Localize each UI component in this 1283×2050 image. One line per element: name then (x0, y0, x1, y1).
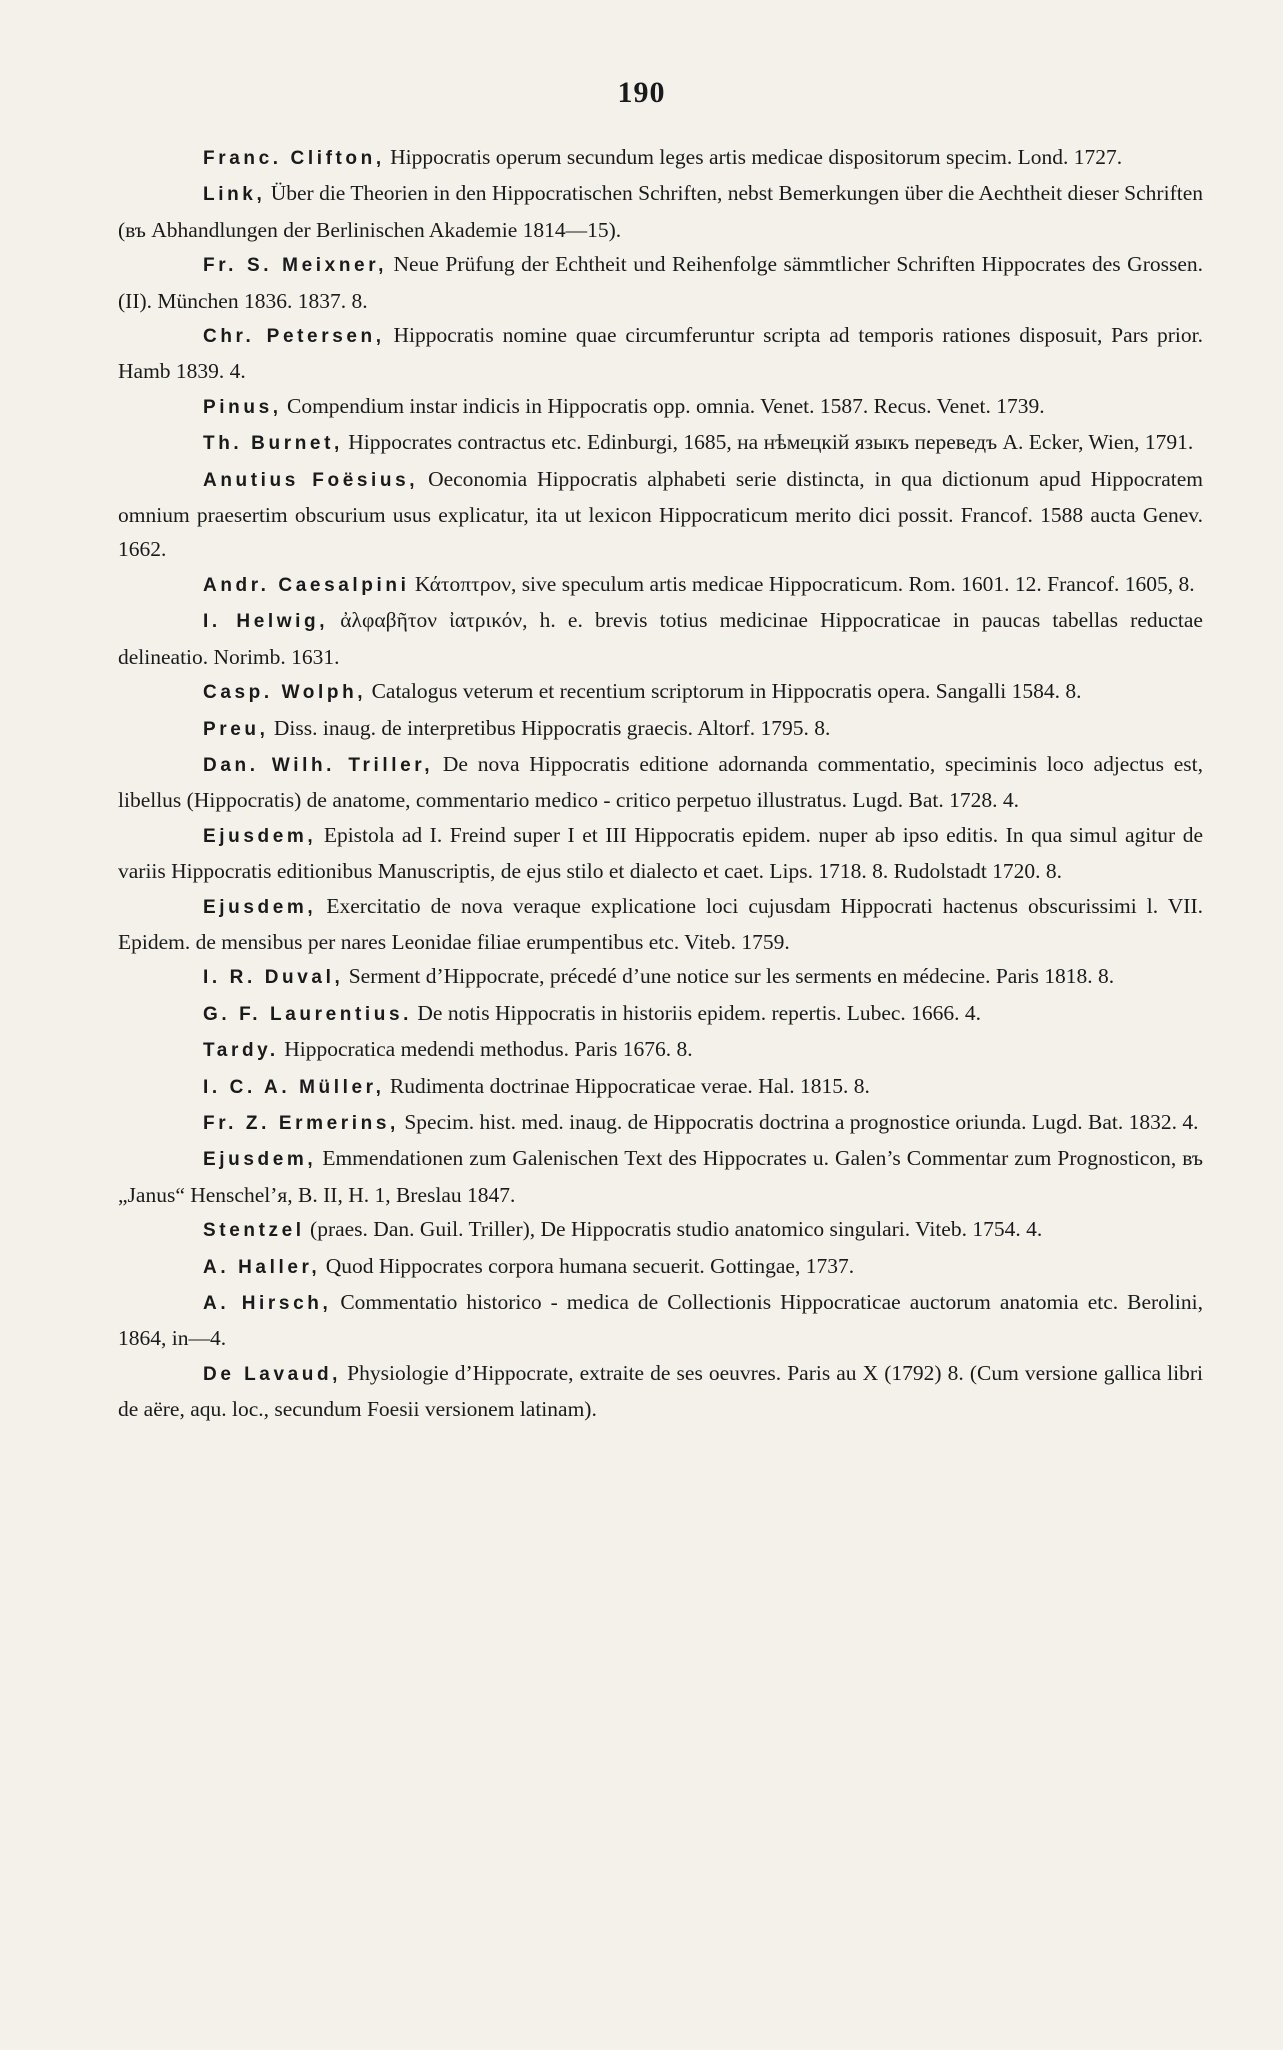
entry-text: Rudimenta doctrinae Hippocraticae verae. Hal. 1815. 8. (384, 1073, 870, 1098)
entry-text: Commentatio historico - medica de Collectionis Hippocraticae auctorum anatomia etc. Berolini, 1864, in—4. (118, 1290, 1203, 1351)
bibliography-entry (118, 176, 1203, 247)
entry-text: Neue Prüfung der Echtheit und Reihenfolge sämmtlicher Schriften Hippocrates des Grossen. (II). München 1836. 1837. 8. (118, 252, 1204, 313)
bibliography-entry (118, 1105, 1203, 1141)
entry-author: A. Haller, (203, 1256, 321, 1278)
bibliography-entry (118, 889, 1203, 960)
entry-author: A. Hirsch, (203, 1293, 332, 1314)
bibliography-entry (118, 1212, 1203, 1248)
entry-author: Ejusdem, (203, 825, 317, 847)
entry-text: Emmendationen zum Galenischen Text des Hippocrates u. Galen’s Commentar zum Prognosticon, въ „Janus“ Henschel’я, B. II, H. 1, Breslau 1847. (118, 1146, 1203, 1207)
page-number: 190 (617, 76, 666, 109)
entry-author: G. F. Laurentius. (203, 1003, 412, 1025)
entry-text: Catalogus veterum et recentium scriptorum in Hippocratis opera. Sangalli 1584. 8. (366, 679, 1082, 704)
bibliography-entry (118, 140, 1203, 176)
entry-author: Casp. Wolph, (203, 682, 367, 704)
entry-text: Über die Theorien in den Hippocratischen Schriften, nebst Bemerkungen über die Aechtheit dieser Schriften (въ Abhandlungen der Berlinischen Akademie 1814—15). (118, 181, 1203, 242)
entry-author: De Lavaud, (203, 1363, 342, 1385)
entry-text: Hippocratis operum secundum leges artis medicae dispositorum specim. Lond. 1727. (384, 145, 1123, 169)
entry-text: Κάτοπτρον, sive speculum artis medicae Hippocraticum. Rom. 1601. 12. Francof. 1605, 8. (409, 571, 1195, 596)
entry-author: Stentzel (203, 1220, 305, 1242)
entry-author: Andr. Caesalpini (203, 574, 410, 596)
bibliography-entry (118, 996, 1203, 1032)
entry-author: Anutius Foësius, (203, 469, 419, 491)
bibliography-entry (118, 389, 1203, 425)
bibliography-entry (118, 318, 1203, 389)
bibliography-entry (118, 1141, 1203, 1212)
bibliography-entry (118, 959, 1203, 995)
entry-text: Physiologie d’Hippocrate, extraite de ses oeuvres. Paris au X (1792) 8. (Cum versione gallica libri de aëre, aqu. loc., secundum Foesii versionem latinam). (118, 1360, 1203, 1422)
entry-author: I. C. A. Müller, (203, 1076, 385, 1098)
entry-author: I. Helwig, (203, 611, 329, 633)
bibliography-entry (118, 462, 1203, 567)
bibliography-entry (118, 425, 1203, 461)
entry-author: Pinus, (203, 396, 282, 418)
bibliography-entry (118, 1069, 1203, 1105)
entry-text: De notis Hippocratis in historiis epidem. repertis. Lubec. 1666. 4. (412, 1000, 982, 1025)
bibliography-entry (118, 674, 1203, 710)
entry-text: Oeconomia Hippocratis alphabeti serie distincta, in qua dictionum apud Hippocratem omnium praesertim obscurium usus explicatur, ita ut lexicon Hippocraticum merito dici possit. Francof. 1588 aucta Genev. 1662. (118, 466, 1204, 562)
entry-text: Hippocratica medendi methodus. Paris 1676. 8. (278, 1037, 693, 1062)
entry-text: Specim. hist. med. inaug. de Hippocratis doctrina a prognostice oriunda. Lugd. Bat. 1832. 4. (398, 1109, 1199, 1134)
entry-text: De nova Hippocratis editione adornanda commentatio, speciminis loco adjectus est, libellus (Hippocratis) de anatome, commentario medico - critico perpetuo illustratus. Lugd. Bat. 1728. 4. (118, 751, 1204, 813)
entry-author: Ejusdem, (203, 1149, 317, 1171)
entry-author: Preu, (203, 718, 269, 740)
entry-author: I. R. Duval, (203, 967, 344, 989)
entry-author: Franc. Clifton, (203, 148, 385, 169)
bibliography-entry (118, 1285, 1203, 1356)
entry-author: Fr. S. Meixner, (203, 255, 388, 277)
entry-text: Serment d’Hippocrate, précedé d’une notice sur les serments en médecine. Paris 1818. 8. (343, 964, 1115, 989)
entry-text: Diss. inaug. de interpretibus Hippocratis graecis. Altorf. 1795. 8. (268, 715, 831, 740)
entry-text: Hippocratis nomine quae circumferuntur scripta ad temporis rationes disposuit, Pars prior. Hamb 1839. 4. (118, 323, 1203, 384)
bibliography-entry (118, 1032, 1203, 1068)
entry-author: Tardy. (203, 1040, 279, 1062)
entry-author: Fr. Z. Ermerins, (203, 1112, 399, 1134)
entry-text: Epistola ad I. Freind super I et III Hippocratis epidem. nuper ab ipso editis. In qua simul agitur de variis Hippocratis editionibus Manuscriptis, de ejus stilo et dialecto et caet. Lips. 1718. 8. Rudolstadt 1720. 8. (118, 822, 1203, 884)
bibliography-entry (118, 711, 1203, 747)
bibliography-entry (118, 1356, 1203, 1427)
entry-author: Ejusdem, (203, 896, 317, 918)
bibliography-list (118, 140, 1203, 1427)
entry-author: Chr. Petersen, (203, 326, 385, 348)
bibliography-entry (118, 567, 1203, 603)
bibliography-entry (118, 747, 1203, 818)
entry-text: Compendium instar indicis in Hippocratis opp. omnia. Venet. 1587. Recus. Venet. 1739. (281, 393, 1045, 418)
entry-author: Th. Burnet, (203, 433, 343, 455)
bibliography-entry (118, 818, 1203, 889)
bibliography-entry (118, 603, 1203, 674)
entry-text: Hippocrates contractus etc. Edinburgi, 1685, на нѣмецкій языкъ переведъ A. Ecker, Wien, 1791. (342, 430, 1194, 455)
entry-text: Exercitatio de nova veraque explicatione loci cujusdam Hippocrati hactenus obscurissimi l. VII. Epidem. de mensibus per nares Leonidae filiae erumpentibus etc. Viteb. 1759. (118, 893, 1203, 954)
bibliography-entry (118, 1249, 1203, 1285)
entry-text: (praes. Dan. Guil. Triller), De Hippocratis studio anatomico singulari. Viteb. 1754. 4. (304, 1217, 1043, 1242)
entry-author: Dan. Wilh. Triller, (203, 754, 434, 776)
entry-author: Link, (203, 184, 266, 206)
entry-text: Quod Hippocrates corpora humana secuerit. Gottingae, 1737. (320, 1253, 855, 1278)
entry-text: ἀλφαβῆτον ἰατρικόν, h. e. brevis totius medicinae Hippocraticae in paucas tabellas reductae delineatio. Norimb. 1631. (118, 608, 1203, 669)
bibliography-entry (118, 247, 1203, 318)
